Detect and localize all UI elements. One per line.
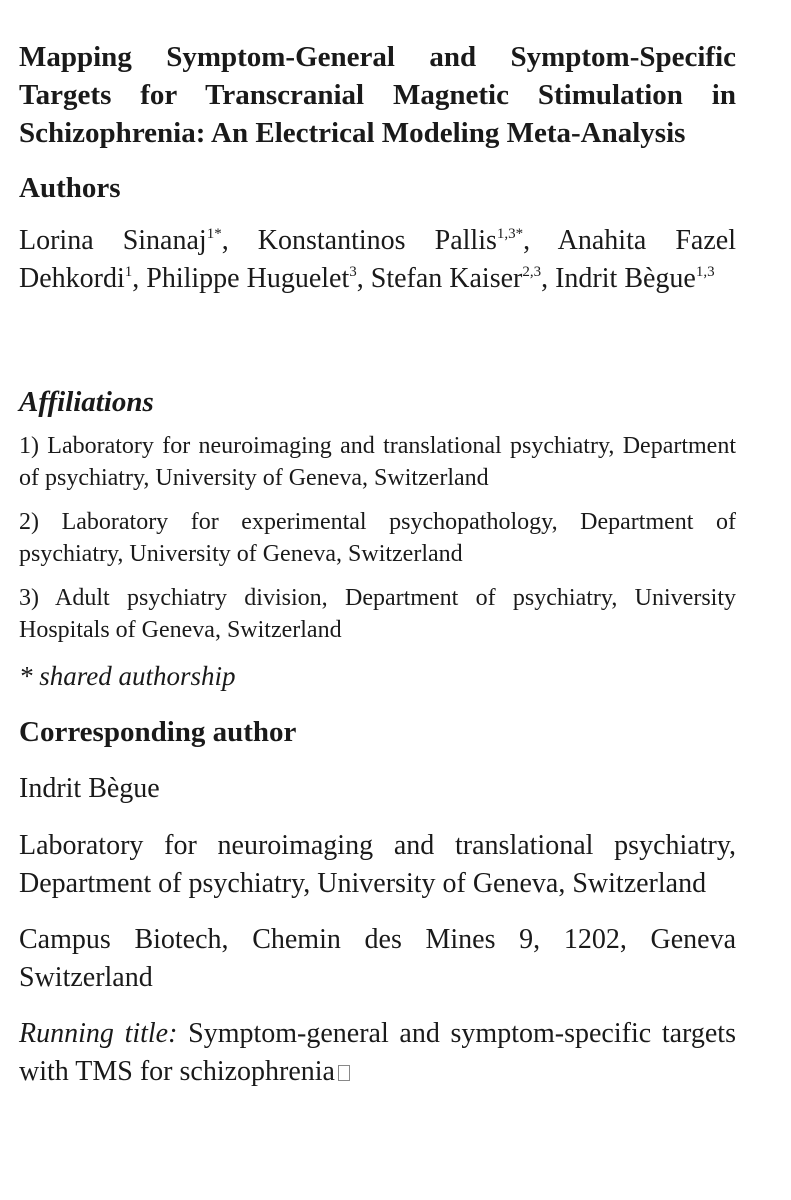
corresponding-author-address: Campus Biotech, Chemin des Mines 9, 1202, Geneva Switzerland <box>19 924 736 993</box>
author: Indrit Bègue$^{1,3}$ <box>555 263 715 294</box>
paper-title: Mapping Symptom-General and Symptom-Specific Targets for Transcranial Magnetic Stimulation in Schizophrenia: An Electrical Modeling Meta-Analysis <box>19 41 736 149</box>
author: Philippe Huguelet$^3$, <box>146 263 371 294</box>
affiliation-item: 3) Adult psychiatry division, Department of psychiatry, University Hospitals of Geneva, Switzerland <box>19 585 736 643</box>
affiliations-heading: Affiliations <box>19 386 154 418</box>
author: Lorina Sinanaj$^{1*}$, <box>19 225 258 256</box>
corresponding-author-heading: Corresponding author <box>19 716 297 748</box>
corresponding-author-name: Indrit Bègue <box>19 773 160 804</box>
corresponding-author-lab: Laboratory for neuroimaging and translational psychiatry, Department of psychiatry, University of Geneva, Switzerland <box>19 830 736 899</box>
affiliation-list <box>19 430 736 646</box>
author: Konstantinos Pallis$^{1,3*}$, <box>257 225 558 256</box>
running-title-label: Running title: <box>19 1018 178 1049</box>
author: Anahita Fazel Dehkordi$^1$, <box>19 225 736 294</box>
affiliation-item: 1) Laboratory for neuroimaging and translational psychiatry, Department of psychiatry, University of Geneva, Switzerland <box>19 433 736 491</box>
affiliation-item: 2) Laboratory for experimental psychopathology, Department of psychiatry, University of Geneva, Switzerland <box>19 509 736 567</box>
author-list <box>19 222 736 334</box>
running-title <box>19 1015 736 1091</box>
document-page <box>19 38 736 1091</box>
shared-authorship-note: * shared authorship <box>19 661 236 691</box>
authors-heading: Authors <box>19 172 121 204</box>
author: Stefan Kaiser$^{2,3}$, <box>370 263 556 294</box>
missing-glyph-icon <box>338 1065 350 1081</box>
running-title-text: Symptom-general and symptom-specific targets with TMS for schizophrenia <box>19 1018 736 1087</box>
